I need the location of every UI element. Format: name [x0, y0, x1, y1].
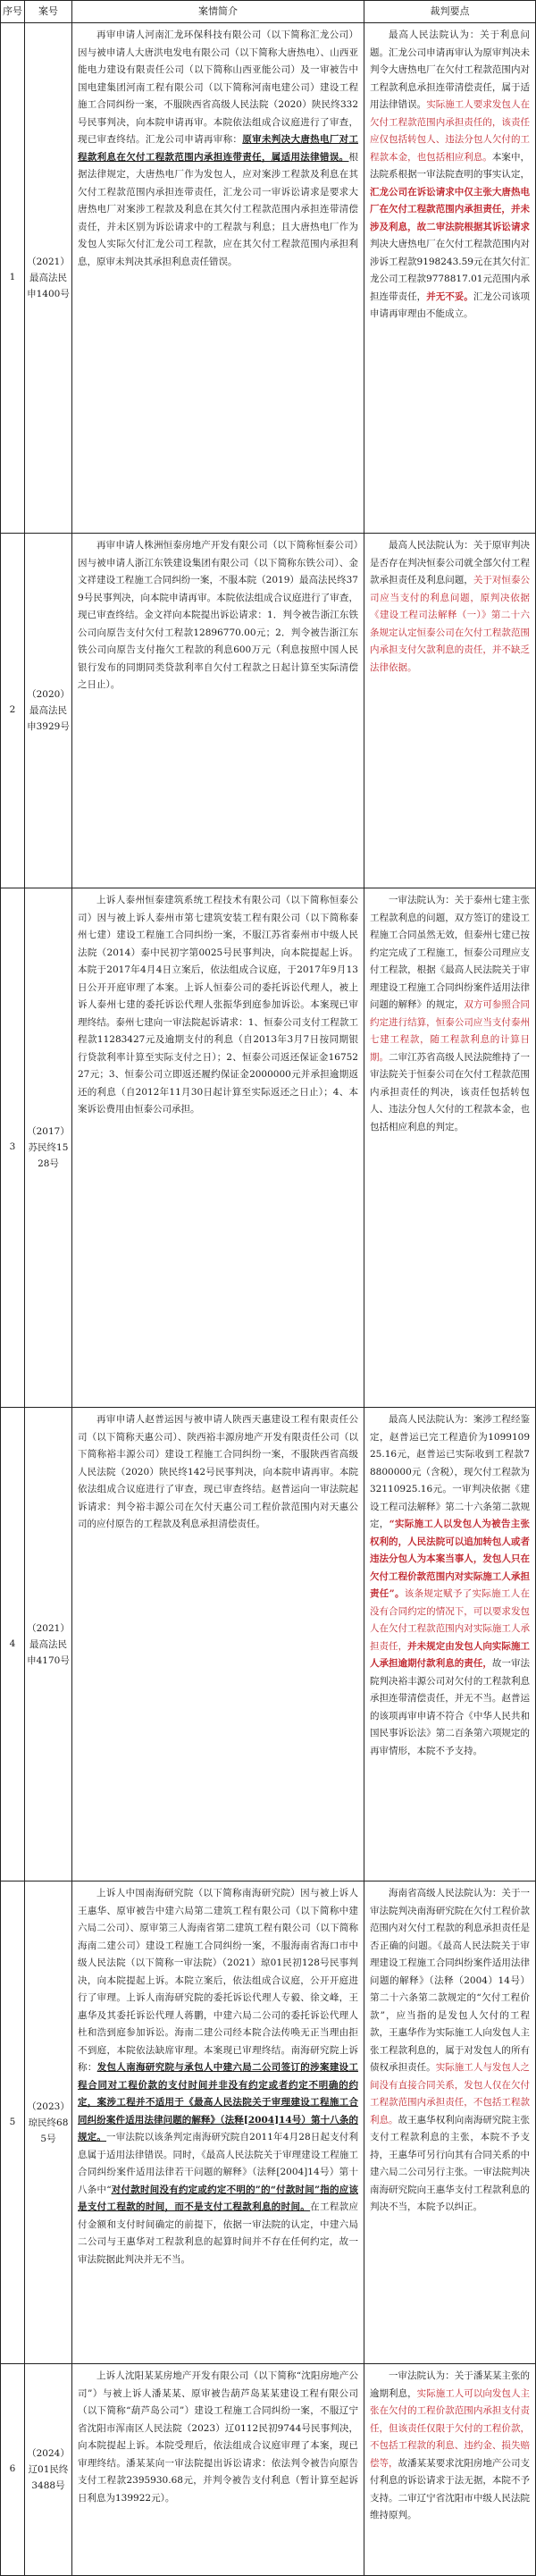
rule-segment: 该条规定赋予了实际施工人在没有合同约定的情况下，可以要求发包人在欠付工程款范围内对实际施工人承担责任，	[370, 1588, 530, 1652]
rule-segment: 并无不妥。	[426, 290, 473, 302]
rule-segment: 故潘某某要求沈阳房地产公司支付利息的诉讼请求于法无据，本院不予支持。	[370, 2457, 530, 2504]
header-brief: 案情简介	[72, 1, 364, 23]
rule-segment: “实际施工人以发包人为被告主张权利的，人民法院可以追加转包人或者违法分包人为本案当事人，发包人只在欠付工程价款范围内对实际施工人承担责任”。	[370, 1519, 530, 1599]
rule-segment: 最高人民法院认为：关于原审判决是否存在判决恒泰公司就全部欠付工程款承担责任及利息问题，	[370, 540, 530, 585]
brief-segment: 上诉人泰州恒泰建筑系统工程技术有限公司（以下简称恒泰公司）因与被上诉人泰州市第七建筑安装工程有限公司（以下简称泰州七建）建设工程施工合同纠纷一案，不服江苏省泰州市中级人民法院（2014）泰中民初字第0025号民事判决，向本院提起上诉。本院于2017年4月4日立案后，依法组成合议庭，于2017年9月13日公开开庭审理了本案。上诉人恒泰公司的委托诉讼代理人，被上诉人泰州七建的委托诉讼代理人张振华到庭参加诉讼。本案现已审理终结。	[78, 895, 358, 1028]
brief-segment: 汇龙公司申请再审称：	[145, 134, 243, 145]
row-number: 5	[1, 1881, 25, 2364]
case-number: （2017）苏民终1528号	[25, 888, 72, 1408]
brief-segment: 一审法院以该条判定南海研究院自2011年4月28日起支付利息属于适用法律错误。同时，《最高人民法院关于审理建设工程施工合同纠纷案件适用法律若干问题的解释》（法释[2004]14号）第十八条中“	[78, 2132, 359, 2195]
rule-paragraph	[370, 27, 530, 324]
brief-segment: 赵普运向一审法院起诉请求：判令裕丰源公司在欠付天惠公司工程价款范围内对天惠公司的应付原告的工程款及利息承担清偿责任。	[78, 1484, 359, 1529]
brief-segment: 潘某某向一审法院提出诉讼请求：依法判令被告向原告支付工程款2395930.68元，并判令被告支付利息（暂计算至起诉日利息为139922元）。	[78, 2457, 359, 2504]
table-header-row	[1, 1, 536, 23]
rule-segment: 本案中，法院系根据一审法院查明的事实认定，	[370, 151, 530, 180]
brief-segment: 泰州七建向一审法院起诉请求：1、恒泰公司支付工程款工程款11283427元及逾期支付的利息（自2013年3月7日按同期银行贷款利率计算至实际支付之日）；2、恒泰公司返还保证金1675227元；3、恒泰公司立即返还履约保证金2000000元并承担逾期返还的利息（自2012年11月30日起计算至实际返还之日止）；4、本案诉讼费用由恒泰公司承担。	[78, 1016, 358, 1115]
brief-paragraph	[78, 2368, 358, 2507]
brief-segment: 对付款时间没有约定或约定不明的”的“付款时间”指的应该是支付工程款的时间，而不是支付工程款利息的时间。	[78, 2184, 358, 2212]
row-number: 4	[1, 1408, 25, 1881]
ruling-points	[364, 2364, 536, 2576]
rule-segment: 实际施工人要求发包人在欠付工程款范围内承担责任的，该责任应仅包括转包人、违法分包人欠付的工程款本金，也包括相应利息。	[370, 99, 530, 163]
header-no: 序号	[1, 1, 25, 23]
rule-segment: 实际施工人可以向发包人主张在欠付的工程价款范围内承担支付责任，但该责任仅限于欠付的工程价款，不包括工程款的利息、违约金、损失赔偿等，	[370, 2387, 530, 2469]
brief-segment: 原审未判决大唐热电厂对工程款利息在欠付工程款范围内承担连带责任，属适用法律错误。	[78, 134, 359, 163]
table-row	[1, 23, 536, 534]
rule-segment: 判决大唐热电厂在欠付工程款范围内对涉诉工程款9198243.59元在其欠付汇龙公司工程款9778817.01元范围内承担连带责任，	[370, 239, 530, 302]
rule-segment: 最高人民法院认为：关于利息问题。汇龙公司申请再审认为原审判决未判令大唐热电厂在欠付工程款范围内对工程款利息承担连带清偿责任，属于适用法律错误。	[370, 29, 530, 110]
brief-segment: 金文祥向本院提出诉讼请求：1．判令被告浙江东铁公司向原告支付欠付工程款12896770.00元；2．判令被告浙江东铁公司向原告支付拖欠工程款的利息600万元（利息按照中国人民银行发布的同期同类贷款利率自欠付工程款之日起计算至实际清偿之日止）。	[78, 610, 359, 690]
case-brief	[72, 1881, 364, 2364]
brief-paragraph	[78, 537, 358, 695]
brief-segment: 再审申请人株洲恒泰房地产开发有限公司（以下简称恒泰公司）因与被申请人浙江东铁建设集团有限公司（以下简称东铁公司）、金文祥建设工程施工合同纠纷一案，不服本院（2019）最高法民终379号民事判决，向本院申请再审。本院依法组成合议庭进行了审查，现已审查终结。	[78, 540, 358, 620]
case-brief	[72, 1408, 364, 1881]
rule-paragraph	[370, 2368, 530, 2525]
rule-segment: 汇龙公司该项申请再审理由不能成立。	[370, 290, 530, 319]
rule-segment: 二审江苏省高级人民法院维持了一审法院关于恒泰公司在欠付工程款范围内承担责任的判决，该责任包括转包人、违法分包人欠付的工程款本金，也包括相应利息的判定。	[370, 1051, 530, 1132]
rule-segment: 一审法院认为：关于潘某某主张的逾期利息，	[370, 2370, 530, 2399]
brief-segment: 再审申请人河南汇龙环保科技有限公司（以下简称汇龙公司）因与被申请人大唐洪电发电有限公司（以下简称大唐热电）、山西亚能电力建设有限责任公司（以下简称山西亚能公司）及一审被告中国电建集团河南工程有限公司（以下简称河南电建公司）建设工程施工合同纠纷一案，不服陕西省高级人民法院（2020）陕民终332号民事判决，向本院申请再审。本院依法组成合议庭进行了审查，现已审查终结。	[78, 29, 358, 145]
brief-paragraph	[78, 1885, 358, 2269]
rule-segment: 双方可参照合同约定进行结算，恒泰公司应当支付泰州七建工程款，随工程款利息的计算日期。	[370, 999, 530, 1063]
table-row	[1, 1881, 536, 2364]
rule-segment: 汇龙公司在诉讼请求中仅主张大唐热电厂在欠付工程款范围内承担责任，并未涉及利息，故二审法院根据其诉讼请求	[370, 186, 530, 232]
table-row	[1, 2364, 536, 2576]
ruling-points	[364, 1408, 536, 1881]
case-brief	[72, 23, 364, 534]
table-row	[1, 534, 536, 888]
rule-paragraph	[370, 1885, 530, 2217]
case-number: （2020）最高法民申3929号	[25, 534, 72, 888]
table-row	[1, 888, 536, 1408]
row-number: 3	[1, 888, 25, 1408]
brief-paragraph	[78, 1411, 358, 1534]
ruling-points	[364, 888, 536, 1408]
row-number: 1	[1, 23, 25, 534]
row-number: 6	[1, 2364, 25, 2576]
rule-segment: 一审法院认为：关于泰州七建主张工程款利息的问题，双方签订的建设工程施工合同虽然无效，但泰州七建已按约定完成了工程施工，恒泰公司理应支付工程款，根据《最高人民法院关于审理建设工程施工合同纠纷案件适用法律问题的解释》的规定，	[370, 895, 530, 1010]
case-brief	[72, 534, 364, 888]
header-rule: 裁判要点	[364, 1, 536, 23]
rule-paragraph	[370, 892, 530, 1136]
brief-segment: 上诉人中国南海研究院（以下简称南海研究院）因与被上诉人王惠华、原审被告中建六局第二建筑工程有限公司（以下简称中建六局二公司）、原审第三人海南省第二建筑工程有限公司（以下简称海南二建公司）建设工程施工合同纠纷一案，不服海南省海口市中级人民法院（以下简称一审法院）（2021）琼01民初128号民事判决，向本院提起上诉。本院立案后，依法组成合议庭，公开开庭进行了审理。上诉人南海研究院的委托诉讼代理人专毅、徐文峰，王惠华及其委托诉讼代理人蒋鹏，中建六局二公司的委托诉讼代理人杜和浩到庭参加诉讼。海南二建公司经本院合法传唤无正当理由拒不到庭，本院依法缺席审理。本案现已审理终结。	[78, 1888, 358, 2056]
header-case: 案号	[25, 1, 72, 23]
brief-segment: 再审申请人赵普运因与被申请人陕西天惠建设工程有限责任公司（以下简称天惠公司）、陕西裕丰源房地产开发有限责任公司（以下简称裕丰源公司）建设工程施工合同纠纷一案，不服陕西省高级人民法院（2020）陕民终142号民事判决，向本院申请再审。本院依法组成合议庭进行了审查，现已审查终结。	[78, 1414, 358, 1494]
brief-paragraph	[78, 892, 358, 1119]
rule-segment: 海南省高级人民法院认为：关于一审法院判决南海研究院在欠付工程价款范围内对欠付工程款的利息承担责任是否正确的问题。《最高人民法院关于审理建设工程施工合同纠纷案件适用法律问题的解释》（法释（2004）14号）第二十六条第二款规定的“欠付工程价款”，应当指的是发包人欠付的工程款，王惠华作为实际施工人向发包人主张工程款利息的，属于对发包人的所有债权承担责任。	[370, 1888, 530, 2073]
ruling-points	[364, 534, 536, 888]
table-row	[1, 1408, 536, 1881]
case-number: （2021）最高法民申1400号	[25, 23, 72, 534]
rule-segment: 关于对恒泰公司应当支付的利息问题，原判决依据《建设工程司法解释（一）》第二十六条规定认定恒泰公司在欠付工程款范围内承担支付欠款利息的责任，并不缺乏法律依据。	[370, 575, 530, 673]
rule-segment: 故一审法院判决裕丰源公司对欠付的工程款利息承担连带清偿责任，并无不当。	[370, 1658, 530, 1704]
rule-segment: 并未规定由发包人向实际施工人承担逾期付款利息的责任，	[370, 1640, 530, 1669]
rule-paragraph	[370, 1411, 530, 1760]
rule-paragraph	[370, 537, 530, 677]
case-number: （2024）辽01民终3488号	[25, 2364, 72, 2576]
case-number: （2021）最高法民申4170号	[25, 1408, 72, 1881]
case-brief	[72, 888, 364, 1408]
brief-segment: 上诉人沈阳某某房地产开发有限公司（以下简称“沈阳房地产公司”）与被上诉人潘某某、原审被告葫芦岛某某建设工程有限公司（以下简称“葫芦岛公司”）建设工程施工合同纠纷一案，不服辽宁省沈阳市浑南区人民法院（2023）辽0112民初9744号民事判决，向本院提起上诉。本院受理后，依法组成合议庭审理了本案，现已审理终结。	[78, 2370, 358, 2469]
case-number: （2023）琼民终685号	[25, 1881, 72, 2364]
brief-paragraph	[78, 27, 358, 271]
rule-segment: 二审辽宁省沈阳市中级人民法院维持原判。	[370, 2492, 530, 2521]
rule-segment: 实际施工人与发包人之间没有直接合同关系，发包人仅在欠付工程款范围内承担责任，不包括工程款利息。	[370, 2062, 530, 2126]
rule-segment: 赵普运的该项再审申请不符合《中华人民共和国民事诉讼法》第二百条第六项规定的再审情形，本院不予支持。	[370, 1693, 530, 1756]
table-body	[1, 23, 536, 2576]
rule-segment: 最高人民法院认为：案涉工程经鉴定，赵普运已完工程造价为109910925.16元，赵普运已实际收到工程款78800000元（含税），现欠付工程款为32110925.16元。一审判决依据《建设工程司法解释》第二十六条第二款规定，	[370, 1414, 530, 1529]
brief-segment: 在工程款应付金额和支付时间确定的前提下，依据一审法院的认定，中建六局二公司与王惠华对工程款利息的起算时间并不存在任何约定，故一审法院据此判决并无不当。	[78, 2201, 359, 2265]
rule-segment: 故王惠华权利向南海研究院主张支付工程款利息的主张，本院不予支持，王惠华可另行向其有合同关系的中建六局二公司另行主张。一审法院判决南海研究院向王惠华支付工程款利息的判决不当，本院予以纠正。	[370, 2114, 530, 2212]
ruling-points	[364, 1881, 536, 2364]
brief-segment: 根据法律规定，大唐热电厂作为发包人，应对案涉工程款及利息在其欠付工程款范围内承担连带责任，汇龙公司一审诉讼请求是要求大唐热电厂对案涉工程款及利息在其欠付工程款范围内承担连带清偿责任，并未区别为诉讼请求中的工程款与利息；且大唐热电厂作为发包人实际欠付汇龙公司工程款，应在其欠付工程款范围内承担利息，原审未判决其承担利息责任错误。	[78, 151, 358, 267]
row-number: 2	[1, 534, 25, 888]
brief-segment: 发包人南海研究院与承包人中建六局二公司签订的涉案建设工程合同对工程价款的支付时间并非没有约定或者约定不明确的约定，案涉工程并不适用于《最高人民法院关于审理建设工程施工合同纠纷案件适用法律问题的解释》（法释[2004]14号）第十八条的规定。	[78, 2062, 359, 2142]
ruling-points	[364, 23, 536, 534]
case-brief	[72, 2364, 364, 2576]
brief-segment: 南海研究院上诉称：	[78, 2044, 359, 2073]
